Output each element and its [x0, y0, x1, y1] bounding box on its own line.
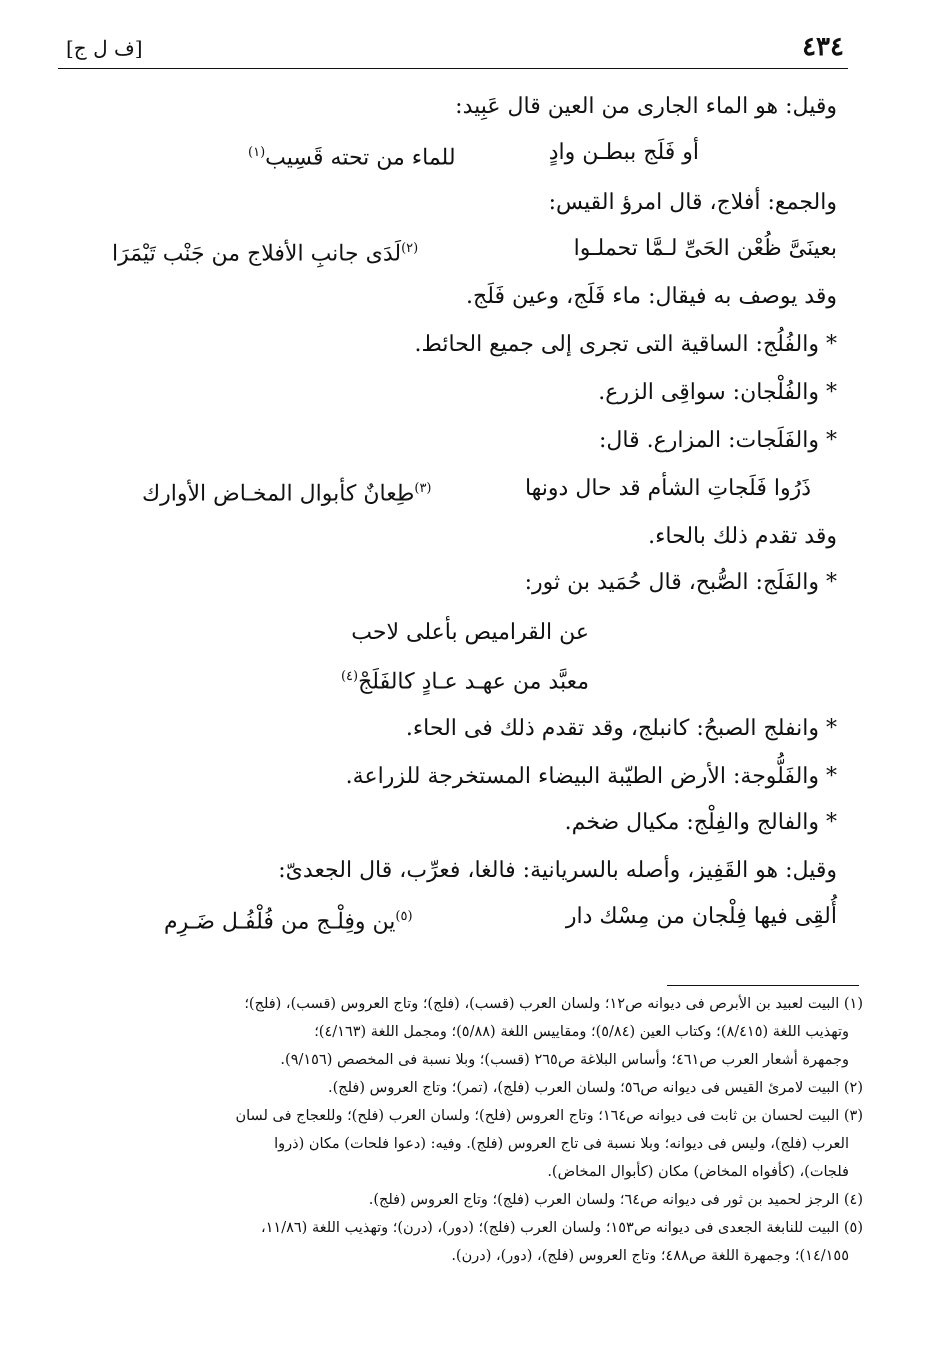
verse-2-second-text: لَدَى جانبِ الأفلاج من جَنْب تَيْمَرَا	[112, 241, 402, 267]
entry-line: * والفُلْجان: سواقِى الزرع.	[598, 380, 837, 405]
text-line: وقد تقدم ذلك بالحاء.	[648, 524, 837, 549]
verse-4-second-hemistich	[164, 902, 413, 937]
footnote-3-line-1: (٣) البيت لحسان بن ثابت فى ديوانه ص١٦٤؛ وتاج العروس (فلح)؛ ولسان العرب (فلح)؛ وللعجاج فى لسان	[235, 1108, 863, 1124]
root-letters: [ف ل ج]	[66, 36, 143, 60]
footnote-5-line-2: ١٤/١٥٥)؛ وجمهرة اللغة ص٤٨٨؛ وتاج العروس (فلج)، (دور)، (درن).	[451, 1248, 849, 1264]
footnote-marker: (٢)	[401, 241, 419, 256]
entry-line: * والفَلَج: الصُّبح، قال حُمَيد بن ثور:	[524, 570, 837, 595]
verse-1-second-text: للماء من تحته قَسِيب	[265, 145, 456, 171]
verse-3-second-hemistich	[142, 474, 432, 509]
rajaz-line-2	[341, 662, 589, 697]
verse-2-second-hemistich	[112, 234, 418, 269]
verse-1-second-hemistich	[248, 138, 456, 173]
verse-4-second-text: ين وفِلْـج من فُلْفُـل ضَـرِم	[164, 909, 396, 935]
verse-2-first-hemistich: بعينَىَّ ظُعْن الحَىِّ لـمَّا تحملـوا	[573, 236, 837, 261]
footnote-3-line-3: فلجات)، (كأفواه المخاض) مكان (كأبوال المخاض).	[547, 1164, 849, 1180]
page-number: ٤٣٤	[802, 32, 844, 62]
entry-line: * والفَلُّوجة: الأرض الطيّبة البيضاء المستخرجة للزراعة.	[345, 764, 837, 789]
footnote-marker: (٣)	[414, 481, 432, 496]
entry-line: * والفُلُج: الساقية التى تجرى إلى جميع الحائط.	[414, 332, 837, 357]
rajaz-line-1: عن القراميص بأعلى لاحب	[351, 620, 589, 645]
text-line: وقيل: هو الماء الجارى من العين قال عَبِيد:	[455, 94, 837, 119]
footnote-marker: (١)	[248, 145, 266, 160]
footnote-4-line-1: (٤) الرجز لحميد بن ثور فى ديوانه ص٦٤؛ ولسان العرب (فلج)؛ وتاج العروس (فلج).	[368, 1192, 863, 1208]
footnote-separator	[667, 985, 859, 986]
entry-line: * والفَلَجات: المزارع. قال:	[598, 428, 837, 453]
footnote-marker: (٤)	[340, 669, 359, 684]
entry-line: * وانفلج الصبحُ: كانبلج، وقد تقدم ذلك فى الحاء.	[405, 716, 837, 741]
footnote-3-line-2: العرب (فلج)، وليس فى ديوانه؛ وبلا نسبة فى تاج العروس (فلج). وفيه: (دعوا فلحات) مكان (ذروا	[274, 1136, 849, 1152]
rajaz-line-2-text: معبَّد من عهـد عـادٍ كالفَلَجْ	[358, 669, 589, 695]
footnote-2-line-1: (٢) البيت لامرئ القيس فى ديوانه ص٥٦؛ ولسان العرب (فلج)، (تمر)؛ وتاج العروس (فلج).	[328, 1080, 863, 1096]
text-line: وقد يوصف به فيقال: ماء فَلَج، وعين فَلَج.	[466, 284, 837, 309]
verse-3-first-hemistich: ذَرُوا فَلَجاتِ الشأم قد حال دونها	[524, 476, 811, 501]
entry-line: * والفالج والفِلْج: مكيال ضخم.	[564, 810, 837, 835]
footnote-marker: (٥)	[395, 909, 413, 924]
verse-1-first-hemistich: أو فَلَج ببطـن وادٍ	[548, 140, 699, 165]
text-line: وقيل: هو القَفِيز، وأصله بالسريانية: فالغا، فعرِّب، قال الجعدىّ:	[278, 858, 837, 883]
footnote-1-line-1: (١) البيت لعبيد بن الأبرص فى ديوانه ص١٢؛ ولسان العرب (قسب)، (فلج)؛ وتاج العروس (قسب)، (فلج)؛	[244, 996, 863, 1012]
text-line: والجمع: أفلاج، قال امرؤ القيس:	[548, 190, 837, 215]
footnote-1-line-3: وجمهرة أشعار العرب ص٤٦١؛ وأساس البلاغة ص٢٦٥ (قسب)؛ وبلا نسبة فى المخصص (٩/١٥٦).	[280, 1052, 849, 1068]
verse-4-first-hemistich: أُلقِى فيها فِلْجان من مِسْك دار	[565, 904, 837, 929]
verse-3-second-text: طِعانٌ كأبوال المخـاض الأوارك	[142, 481, 415, 507]
page-header	[58, 32, 848, 69]
footnote-5-line-1: (٥) البيت للنابغة الجعدى فى ديوانه ص١٥٣؛ ولسان العرب (فلج)؛ (دور)، (درن)؛ وتهذيب اللغة (١١/٨٦،	[260, 1220, 863, 1236]
footnote-1-line-2: وتهذيب اللغة (٨/٤١٥)؛ وكتاب العين (٥/٨٤)؛ ومقاييس اللغة (٥/٨٨)؛ ومجمل اللغة (٤/١٦٣)؛	[314, 1024, 849, 1040]
